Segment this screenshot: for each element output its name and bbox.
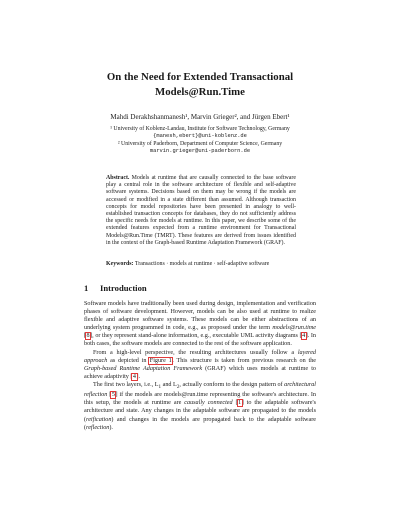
abstract-label: Abstract. — [106, 175, 130, 181]
figure-link[interactable]: Figure 1 — [149, 357, 172, 364]
text-run: ). — [109, 424, 113, 431]
citation-link[interactable]: 1 — [238, 400, 242, 407]
title-line-2: Models@Run.Time — [155, 86, 245, 98]
emphasis: Graph-based Runtime Adaptation Framework — [84, 365, 203, 372]
keywords-text: Transactions · models at runtime · self-adaptive software — [134, 261, 270, 267]
text-run: ], or they represent stand-alone information, e.g., executable UML activity diagrams [ — [90, 333, 302, 340]
paragraph-2 — [84, 349, 316, 381]
keywords — [106, 261, 296, 268]
emphasis: reification — [86, 416, 112, 423]
text-run: [ — [232, 400, 238, 407]
affiliations — [40, 126, 360, 155]
abstract — [106, 175, 296, 247]
keywords-label: Keywords: — [106, 261, 134, 267]
text-run: From a high-level perspective, the resulting architectures usually follow a — [93, 349, 298, 356]
subscript: 1 — [158, 384, 162, 391]
affiliation-2-email: marvin.grieger@uni-paderborn.de — [149, 147, 251, 154]
title-line-1: On the Need for Extended Transactional — [106, 71, 294, 83]
text-run: , actually conform to the design pattern of — [179, 381, 285, 388]
text-run: Software models have traditionally been used during design, implementation and verification phases of software development. However, models can be also used at runtime to realize flexible and adaptive software systems. These models can be either abstractions of an underlying system programmed in code, e.g., as proposed under the term — [84, 301, 316, 332]
text-run: ] if the models are models@run.time representing the software's architecture. In this setup, the models at runtime are — [84, 392, 316, 407]
emphasis: reflection — [86, 424, 110, 431]
affiliation-1-email: {manesh,ebert}@uni-koblenz.de — [153, 133, 247, 140]
emphasis: causally connected — [184, 400, 233, 407]
author-list: Mahdi Derakhshanmanesh¹, Marvin Grieger², and Jürgen Ebert¹ — [110, 113, 290, 121]
paper-title — [60, 70, 340, 100]
section-number: 1 — [84, 283, 89, 293]
citation-link[interactable]: 5 — [111, 392, 115, 399]
text-run: ] to the adaptable software's architecture and state. Any changes in the adaptable software are propagated to the models ( — [84, 400, 316, 423]
section-heading — [84, 283, 324, 294]
abstract-text: Models at runtime that are causally connected to the base software play a central role in the software architecture of flexible and self-adaptive software systems. Decisions based on them may be wrong if the models are accessed or modified in a state different than assumed. Although transaction concepts for model repositories have been presented in analogy to well-established transaction concepts for databases, they do not sufficiently address the specific needs for models at runtime. In this paper, we describe some of the extended features expected from a runtime environment for Transactional Models@Run.Time (TMRT). These features are derived from issues identified in the context of the Graph-based Runtime Adaptation Framework (GRAF). — [106, 175, 296, 246]
emphasis: models@run.time — [272, 325, 316, 332]
text-run: and L — [161, 381, 177, 388]
citation-link[interactable]: 4 — [302, 333, 306, 340]
emphasis: layered approach — [84, 349, 316, 364]
paragraph-3 — [84, 381, 316, 432]
text-run: as depicted in — [107, 357, 150, 364]
section-body — [84, 300, 316, 432]
affiliation-1: ¹ University of Koblenz-Landau, Institute for Software Technology, Germany — [110, 126, 290, 132]
text-run: [ — [84, 333, 87, 340]
text-run: (GRAF) which uses models at runtime to achieve adaptivity [ — [84, 365, 316, 380]
emphasis: architectural reflection — [84, 381, 317, 399]
text-run: The first two layers, i.e., L — [93, 381, 159, 388]
citation-link[interactable]: 8 — [86, 333, 90, 340]
text-run: ]. — [136, 373, 141, 380]
text-run: . This structure is taken from previous research on the — [172, 357, 317, 364]
text-run: [ — [107, 392, 112, 399]
citation-link[interactable]: 4 — [132, 373, 136, 380]
subscript: 2 — [176, 384, 180, 391]
text-run: ) and changes in the models are propagated back to the adaptable software ( — [84, 416, 316, 431]
section-title: Introduction — [100, 283, 147, 293]
affiliation-2: ² University of Paderborn, Department of Computer Science, Germany — [117, 140, 283, 147]
paragraph-1 — [84, 300, 316, 349]
text-run: ]. In both cases, the software models are connected to the rest of the software application. — [84, 333, 317, 348]
